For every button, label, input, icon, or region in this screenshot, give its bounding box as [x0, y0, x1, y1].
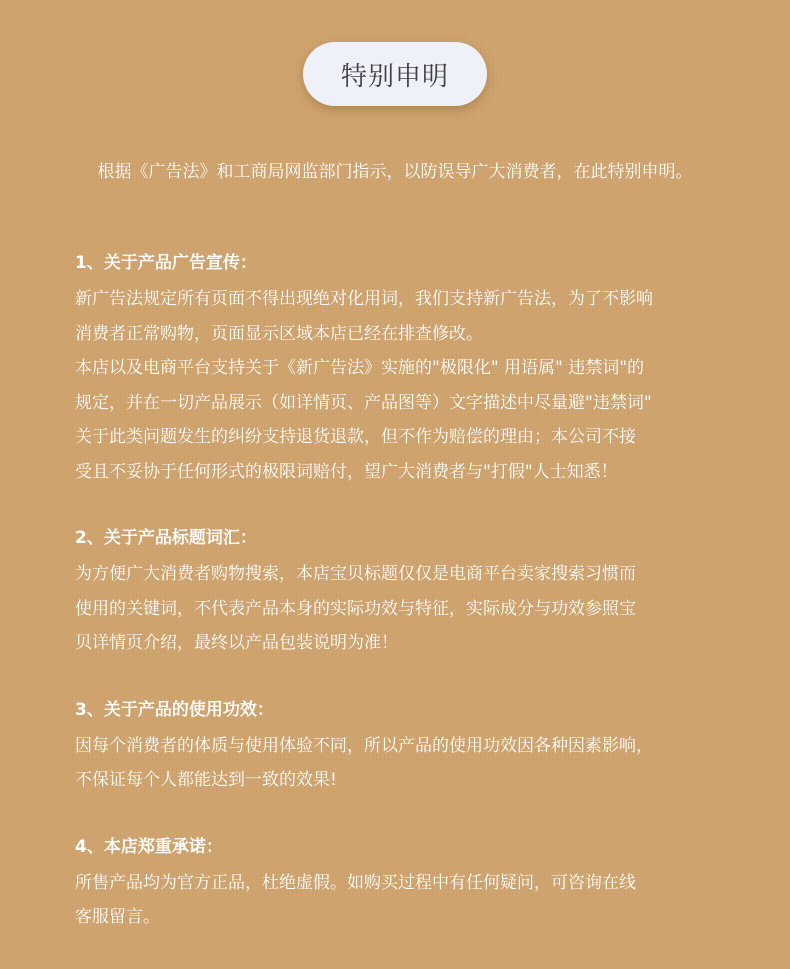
- section-heading: 2、关于产品标题词汇：: [75, 528, 257, 548]
- section-line: 关于此类问题发生的纠纷支持退货退款，但不作为赔偿的理由；本公司不接: [75, 427, 636, 447]
- page-title: 特别申明: [303, 42, 487, 106]
- section-line: 贝详情页介绍，最终以产品包装说明为准！: [75, 633, 398, 653]
- section-line: 规定，并在一切产品展示（如详情页、产品图等）文字描述中尽量避"违禁词": [75, 392, 652, 413]
- section-line: 客服留言。: [75, 907, 160, 927]
- section-line: 本店以及电商平台支持关于《新广告法》实施的"极限化" 用语属" 违禁词"的: [75, 358, 645, 378]
- section-promise: [75, 832, 755, 935]
- section-heading: 4、本店郑重承诺：: [75, 836, 223, 857]
- section-line: 消费者正常购物，页面显示区域本店已经在排查修改。: [75, 323, 483, 344]
- declaration-content: [75, 248, 755, 969]
- section-advertising: [75, 248, 755, 489]
- section-title-keywords: [75, 523, 755, 661]
- section-line: 新广告法规定所有页面不得出现绝对化用词，我们支持新广告法，为了不影响: [75, 289, 653, 309]
- section-line: 因每个消费者的体质与使用体验不同，所以产品的使用功效因各种因素影响，: [75, 735, 653, 756]
- section-usage-effect: [75, 695, 755, 798]
- section-line: 不保证每个人都能达到一致的效果!: [75, 770, 337, 790]
- section-line: 使用的关键词，不代表产品本身的实际功效与特征，实际成分与功效参照宝: [75, 598, 636, 619]
- intro-statement: 根据《广告法》和工商局网监部门指示，以防误导广大消费者，在此特别申明。: [97, 162, 693, 182]
- section-line: 为方便广大消费者购物搜索，本店宝贝标题仅仅是电商平台卖家搜索习惯而: [75, 564, 636, 584]
- section-heading: 3、关于产品的使用功效：: [75, 699, 274, 720]
- section-line: 所售产品均为官方正品，杜绝虚假。如购买过程中有任何疑问，可咨询在线: [75, 872, 636, 893]
- section-line: 受且不妥协于任何形式的极限词赔付，望广大消费者与"打假"人士知悉！: [75, 461, 618, 482]
- section-heading: 1、关于产品广告宣传：: [75, 253, 257, 273]
